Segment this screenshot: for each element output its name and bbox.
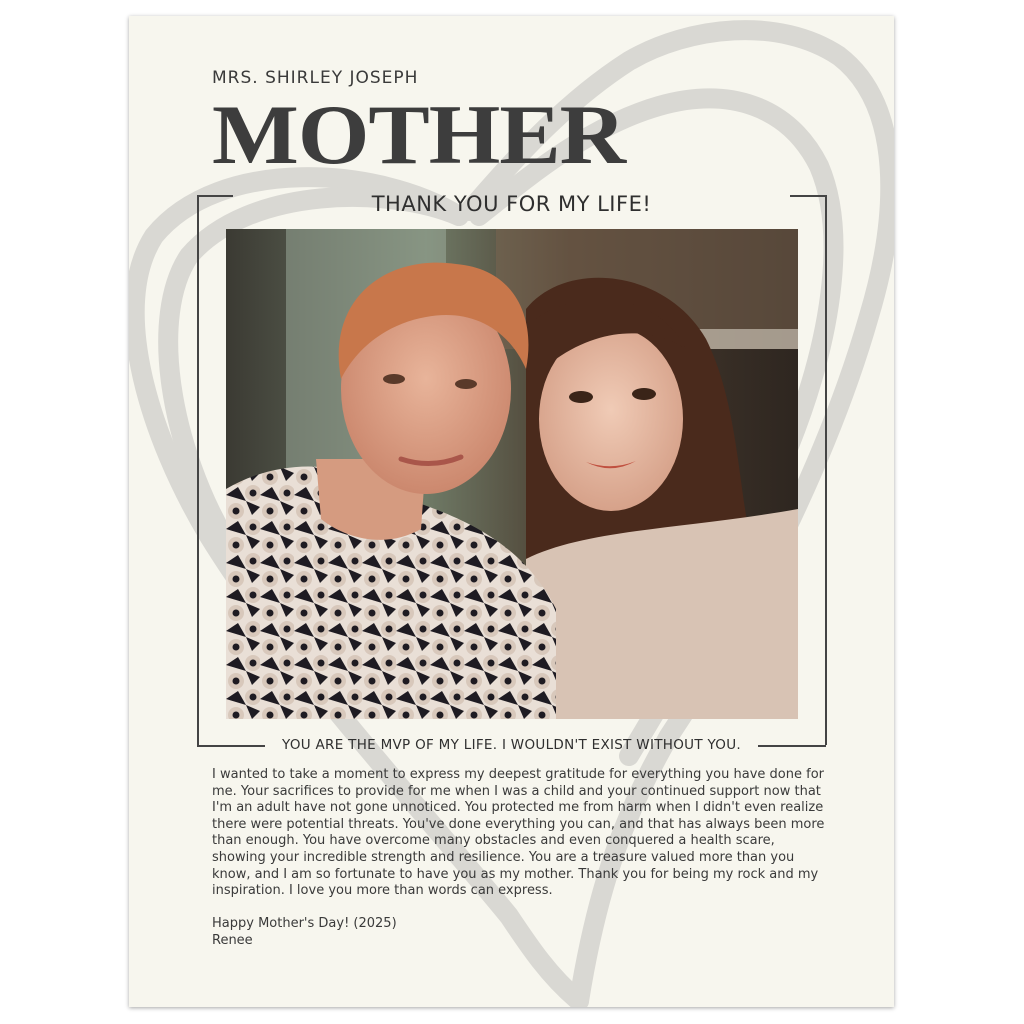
mother-and-daughter-photo [226,229,798,719]
frame-top-right [790,195,826,197]
signature: Renee [212,932,253,948]
closing-line: Happy Mother's Day! (2025) [212,916,397,931]
frame-right [825,195,827,745]
recipient-name: MRS. SHIRLEY JOSEPH [212,68,419,88]
tagline: YOU ARE THE MVP OF MY LIFE. I WOULDN'T EXIST WITHOUT YOU. [282,737,741,753]
poster-title: MOTHER [212,87,626,182]
closing [212,916,397,949]
frame-top-left [197,195,233,197]
subtitle: THANK YOU FOR MY LIFE! [371,192,652,216]
poster [129,16,894,1007]
frame-left [197,195,199,745]
message-text: I wanted to take a moment to express my deepest gratitude for everything you have done for me. Your sacrifices to provide for me when I was a child and your continued support now that I'm an adult have not gone unnoticed. You protected me from harm when I didn't even realize there were potential threats. You've done everything you can, and that has always been more than enough. You have overcome many obstacles and even conquered a health scare, showing your incredible strength and resilience. You are a treasure valued more than you know, and I am so fortunate to have you as my mother. Thank you for being my rock and my inspiration. I love you more than words can express. [212,767,825,899]
